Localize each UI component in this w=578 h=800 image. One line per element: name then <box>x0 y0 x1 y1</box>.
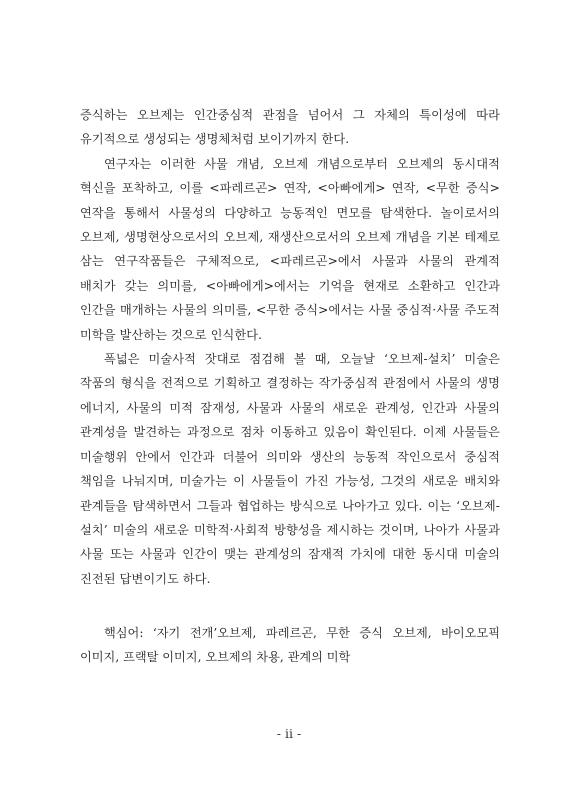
paragraph-research-summary: 연구자는 이러한 사물 개념, 오브제 개념으로부터 오브제의 동시대적 혁신을 포착하고, 이를 <파레르곤> 연작, <아빠에게> 연작, <무한 증식> 연작을 통해서 사물성의 다양하고 능동적인 면모를 탐색한다. 놀이로서의 오브제, 생명현상으로서의 오브제, 재생산으로서의 오브제 개념을 기본 테제로 삼는 연구작품들은 구체적으로, <파레르곤>에서 사물과 사물의 관계적 배치가 갖는 의미를, <아빠에게>에서는 기억을 현재로 소환하고 인간과 인간을 매개하는 사물의 의미를, <무한 증식>에서는 사물 중심적·사물 주도적 미학을 발산하는 것으로 인식한다. <box>80 156 500 342</box>
paragraph-continued: 증식하는 오브제는 인간중심적 관점을 넘어서 그 자체의 특이성에 따라 유기적으로 생성되는 생명체처럼 보이기까지 한다. <box>80 108 500 147</box>
paragraph-art-history: 폭넓은 미술사적 잣대로 점검해 볼 때, 오늘날 ‘오브제-설치’ 미술은 작품의 형식을 전적으로 기획하고 결정하는 작가중심적 관점에서 사물의 생명 에너지, 사물의 미적 잠재성, 사물과 사물의 새로운 관계성, 인간과 사물의 관계성을 발견하는 과정으로 점차 이동하고 있음이 확인된다. 이제 사물들은 미술행위 안에서 인간과 더불어 의미와 생산의 능동적 작인으로서 중심적 책임을 나눠지며, 미술가는 이 사물들이 가진 가능성, 그것의 새로운 배치와 관계들을 탐색하면서 그들과 협업하는 방식으로 나아가고 있다. 이는 ‘오브제-설치’ 미술의 새로운 미학적·사회적 방향성을 제시하는 것이며, 나아가 사물과 사물 또는 사물과 인간이 맺는 관계성의 잠재적 가치에 대한 동시대 미술의 진전된 답변이기도 하다. <box>80 352 500 586</box>
page-number: - ii - <box>276 726 302 741</box>
abstract-body <box>80 103 500 591</box>
keywords-line: 핵심어: ‘자기 전개’오브제, 파레르곤, 무한 증식 오브제, 바이오모픽 이미지, 프랙탈 이미지, 오브제의 차용, 관계의 미학 <box>80 626 500 665</box>
